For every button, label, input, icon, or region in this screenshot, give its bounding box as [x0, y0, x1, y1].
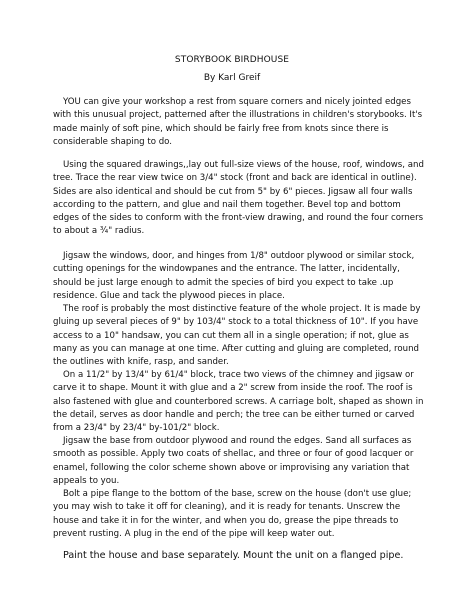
paragraph-chimney-tree: On a 11/2" by 13/4" by 61/4" block, trace two views of the chimney and jigsaw or carve it to shape. Mount it with glue and a 2" screw from inside the roof. The roof is also fastened with glue and counterbored screws. A carriage bolt, shaped as shown in the detail, serves as door handle and perch; the tree can be either turned or carved from a 23/4" by 23/4" by-101/2" block. — [53, 370, 424, 434]
paragraph-roof: The roof is probably the most distinctive feature of the whole project. It is made by gluing up several pieces of 9" by 103/4" stock to a total thickness of 10". If you have access to a 10" handsaw, you can cut them all in a single operation; if not, glue as many as you can manage at one time. After cutting and gluing are completed, round the outlines with knife, rasp, and sander. — [53, 304, 421, 368]
document-title: STORYBOOK BIRDHOUSE — [174, 55, 290, 65]
paragraph-mounting: Bolt a pipe flange to the bottom of the base, screw on the house (don't use glue; you may wish to take it off for cleaning), and it is ready for tenants. Unscrew the house and take it in for the winter, and when you do, grease the pipe threads to prevent rusting. A plug in the end of the pipe will keep water out. — [53, 489, 412, 539]
author-byline: By Karl Greif — [203, 73, 261, 83]
paragraph-base-finish: Jigsaw the base from outdoor plywood and round the edges. Sand all surfaces as smooth as possible. Apply two coats of shellac, and three or four of good lacquer or enamel, following the color scheme shown above or improvising any variation that appeals to you. — [53, 436, 414, 486]
paragraph-caption: Paint the house and base separately. Mount the unit on a flanged pipe. — [63, 550, 404, 561]
paragraph-windows-door: Jigsaw the windows, door, and hinges from 1/8" outdoor plywood or similar stock, cutting openings for the windowpanes and the entrance. The latter, incidentally, should be just large enough to admit the species of bird you expect to take .up residence. Glue and tack the plywood pieces in place. — [53, 251, 415, 301]
paragraph-layout-walls: Using the squared drawings,,lay out full-size views of the house, roof, windows, and tree. Trace the rear view twice on 3/4" stock (front and back are identical in outline). Sides are also identical and should be cut from 5" by 6" pieces. Jigsaw all four walls according to the pattern, and glue and nail them together. Bevel top and bottom edges of the sides to conform with the front-view drawing, and round the four corners to about a ¾" radius. — [53, 160, 424, 237]
paragraph-intro: YOU can give your workshop a rest from square corners and nicely jointed edges with this unusual project, patterned after the illustrations in children's storybooks. It's made mainly of soft pine, which should be fairly free from knots since there is considerable shaping to do. — [53, 97, 423, 147]
